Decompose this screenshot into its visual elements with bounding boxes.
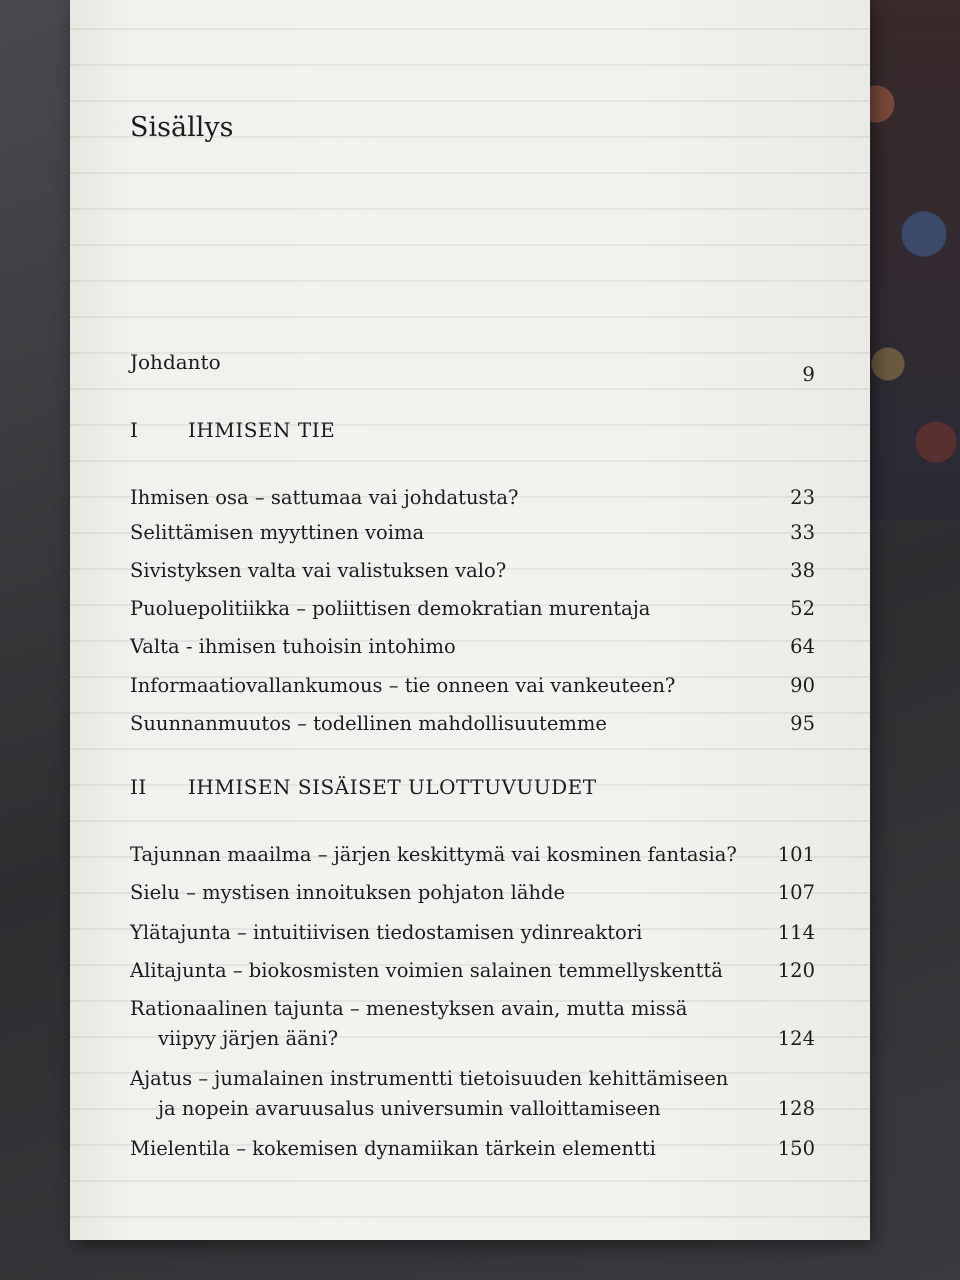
toc-entry-title: Suunnanmuutos – todellinen mahdollisuutemme	[130, 712, 607, 735]
toc-entry-page: 128	[777, 1097, 815, 1120]
toc-entry	[130, 1064, 815, 1124]
toc-entry-title: Informaatiovallankumous – tie onneen vai vankeuteen?	[130, 674, 676, 697]
toc-entry	[130, 840, 815, 870]
toc-entry	[130, 1134, 815, 1164]
toc-entry	[130, 556, 815, 586]
toc-entry	[130, 518, 815, 548]
book-page	[70, 0, 870, 1240]
toc-entry-title: Alitajunta – biokosmisten voimien salainen temmellyskenttä	[130, 959, 723, 982]
toc-entry-page: 107	[777, 881, 815, 904]
toc-entry	[130, 918, 815, 948]
toc-entry-title: Tajunnan maailma – järjen keskittymä vai kosminen fantasia?	[130, 843, 737, 866]
toc-heading: Sisällys	[130, 112, 234, 143]
toc-entry-title: Selittämisen myyttinen voima	[130, 521, 425, 544]
toc-entry-title: Johdanto	[130, 350, 221, 374]
toc-entry-page: 64	[790, 635, 815, 658]
toc-entry-page: 33	[790, 521, 815, 544]
toc-entry	[130, 632, 815, 662]
section-roman: II	[130, 775, 147, 799]
toc-entry-page: 95	[790, 712, 815, 735]
toc-entry-title-continued: viipyy järjen ääni?	[158, 1027, 339, 1050]
toc-entry	[130, 483, 815, 513]
toc-entry-page: 52	[790, 597, 815, 620]
toc-entry-title: Sielu – mystisen innoituksen pohjaton lähde	[130, 881, 566, 904]
toc-entry-page: 9	[802, 362, 815, 386]
section-title: IHMISEN SISÄISET ULOTTUVUUDET	[188, 775, 597, 799]
toc-entry-page: 101	[777, 843, 815, 866]
toc-entry-title-continued: ja nopein avaruusalus universumin valloittamiseen	[158, 1097, 661, 1120]
toc-entry	[130, 709, 815, 739]
section-title: IHMISEN TIE	[188, 418, 336, 442]
toc-entry	[130, 878, 815, 908]
toc-entry-title: Ihmisen osa – sattumaa vai johdatusta?	[130, 486, 519, 509]
toc-entry	[130, 994, 815, 1054]
toc-entry-page: 90	[790, 674, 815, 697]
toc-entry-title: Sivistyksen valta vai valistuksen valo?	[130, 559, 507, 582]
section-heading-1	[130, 418, 815, 442]
section-roman: I	[130, 418, 139, 442]
toc-entry	[130, 671, 815, 701]
toc-entry	[130, 594, 815, 624]
toc-entry-title: Puoluepolitiikka – poliittisen demokratian murentaja	[130, 597, 651, 620]
toc-entry-page: 114	[777, 921, 815, 944]
toc-entry-page: 38	[790, 559, 815, 582]
toc-entry-intro	[130, 350, 815, 386]
toc-entry-page: 124	[777, 1027, 815, 1050]
toc-entry-title: Valta - ihmisen tuhoisin intohimo	[130, 635, 456, 658]
toc-entry-title: Mielentila – kokemisen dynamiikan tärkein elementti	[130, 1137, 656, 1160]
toc-entry-title: Rationaalinen tajunta – menestyksen avain, mutta missä	[130, 997, 688, 1020]
toc-entry-page: 120	[777, 959, 815, 982]
section-heading-2	[130, 775, 815, 799]
toc-entry	[130, 956, 815, 986]
toc-entry-page: 150	[777, 1137, 815, 1160]
toc-entry-page: 23	[790, 486, 815, 509]
toc-entry-title: Ylätajunta – intuitiivisen tiedostamisen ydinreaktori	[130, 921, 643, 944]
toc-entry-title: Ajatus – jumalainen instrumentti tietoisuuden kehittämiseen	[130, 1067, 729, 1090]
